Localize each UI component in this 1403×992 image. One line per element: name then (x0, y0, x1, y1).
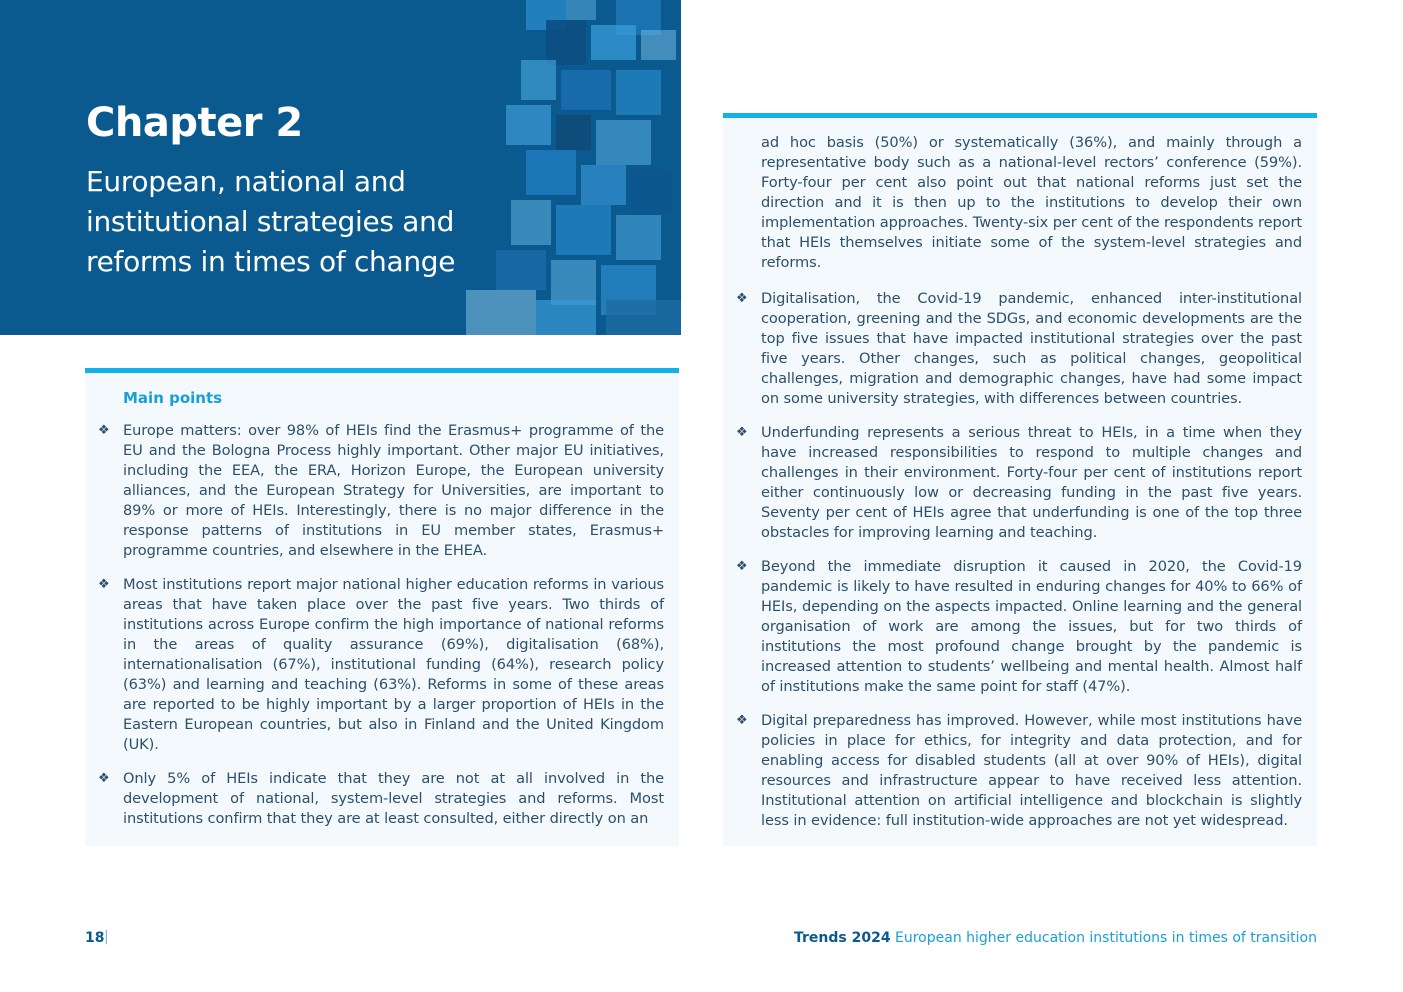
diamond-bullet-icon: ❖ (736, 425, 748, 440)
diamond-bullet-icon: ❖ (98, 423, 110, 438)
page-number: 18 (85, 930, 105, 946)
list-item (85, 769, 664, 829)
main-points-list-right (723, 289, 1302, 845)
main-points-list-left (85, 421, 664, 843)
diamond-bullet-icon: ❖ (98, 771, 110, 786)
list-item (723, 557, 1302, 697)
bullet-text: Only 5% of HEIs indicate that they are not at all involved in the development of national, system-level strategies and reforms. Most institutions confirm that they are at least consulted, either directly on an (123, 770, 664, 827)
list-item (723, 423, 1302, 543)
bullet-text: Most institutions report major national higher education reforms in various areas that have taken place over the past five years. Two thirds of institutions across Europe confirm the high importance of national reforms in the areas of quality assurance (69%), digitalisation (68%), internationalisation (67%), institutional funding (64%), research policy (63%) and learning and teaching (63%). Reforms in some of these areas are reported to be highly important by a larger proportion of HEIs in the Eastern European countries, but also in Finland and the United Kingdom (UK). (123, 576, 664, 753)
bullet-text: Europe matters: over 98% of HEIs find the Erasmus+ programme of the EU and the Bologna Process highly important. Other major EU initiatives, including the EEA, the ERA, Horizon Europe, the European university alliances, and the European Strategy for Universities, are important to 89% or more of HEIs. Interestingly, there is no major difference in the response patterns of institutions in EU member states, Erasmus+ programme countries, and elsewhere in the EHEA. (123, 422, 664, 559)
main-points-box-left (85, 368, 679, 846)
main-points-box-right (723, 113, 1317, 846)
chapter-hero (0, 0, 681, 335)
diamond-bullet-icon: ❖ (736, 559, 748, 574)
bullet-text: Digitalisation, the Covid-19 pandemic, enhanced inter-institutional cooperation, greening and the SDGs, and economic developments are the top five issues that have impacted institutional strategies over the past five years. Other changes, such as political changes, geopolitical challenges, migration and demographic changes, have had some impact on some university strategies, with differences between countries. (761, 290, 1302, 407)
chapter-title: European, national and institutional strategies and reforms in times of change (86, 165, 456, 278)
running-footer (794, 930, 1317, 946)
bullet-text: Underfunding represents a serious threat to HEIs, in a time when they have increased responsibilities to respond to multiple changes and challenges in their environment. Forty-four per cent of institutions report either continuously low or decreasing funding in the past five years. Seventy per cent of HEIs agree that underfunding is one of the top three obstacles for improving learning and teaching. (761, 424, 1302, 541)
diamond-bullet-icon: ❖ (736, 291, 748, 306)
list-item (85, 575, 664, 755)
main-points-heading: Main points (123, 389, 223, 407)
diamond-bullet-icon: ❖ (98, 577, 110, 592)
list-item (85, 421, 664, 561)
decorative-cube-pattern (466, 0, 681, 335)
bullet-continuation: ad hoc basis (50%) or systematically (36%), and mainly through a representative body such as a national-level rectors’ conference (59%). Forty-four per cent also point out that national reforms just set the direction and it is then up to the institutions to develop their own implementation approaches. Twenty-six per cent of the respondents report that HEIs themselves initiate some of the system-level strategies and reforms. (761, 134, 1302, 271)
bullet-text: Beyond the immediate disruption it caused in 2020, the Covid-19 pandemic is likely to have resulted in enduring changes for 40% to 66% of HEIs, depending on the aspects impacted. Online learning and the general organisation of work are among the issues, but for two thirds of institutions the most profound change brought by the pandemic is increased attention to students’ wellbeing and mental health. Almost half of institutions make the same point for staff (47%). (761, 558, 1302, 695)
list-item (723, 711, 1302, 831)
bullet-text: Digital preparedness has improved. However, while most institutions have policies in place for ethics, for integrity and data protection, and for enabling access for disabled students (all at over 90% of HEIs), digital resources and infrastructure appear to have received less attention. Institutional attention on artificial intelligence and blockchain is slightly less in evidence: full institution-wide approaches are not yet widespread. (761, 712, 1302, 829)
list-item (723, 289, 1302, 409)
footer-separator: | (104, 929, 109, 945)
report-name: Trends 2024 (793, 930, 891, 946)
chapter-label: Chapter 2 (86, 100, 303, 146)
report-subtitle: European higher education institutions in times of transition (895, 930, 1317, 946)
diamond-bullet-icon: ❖ (736, 713, 748, 728)
